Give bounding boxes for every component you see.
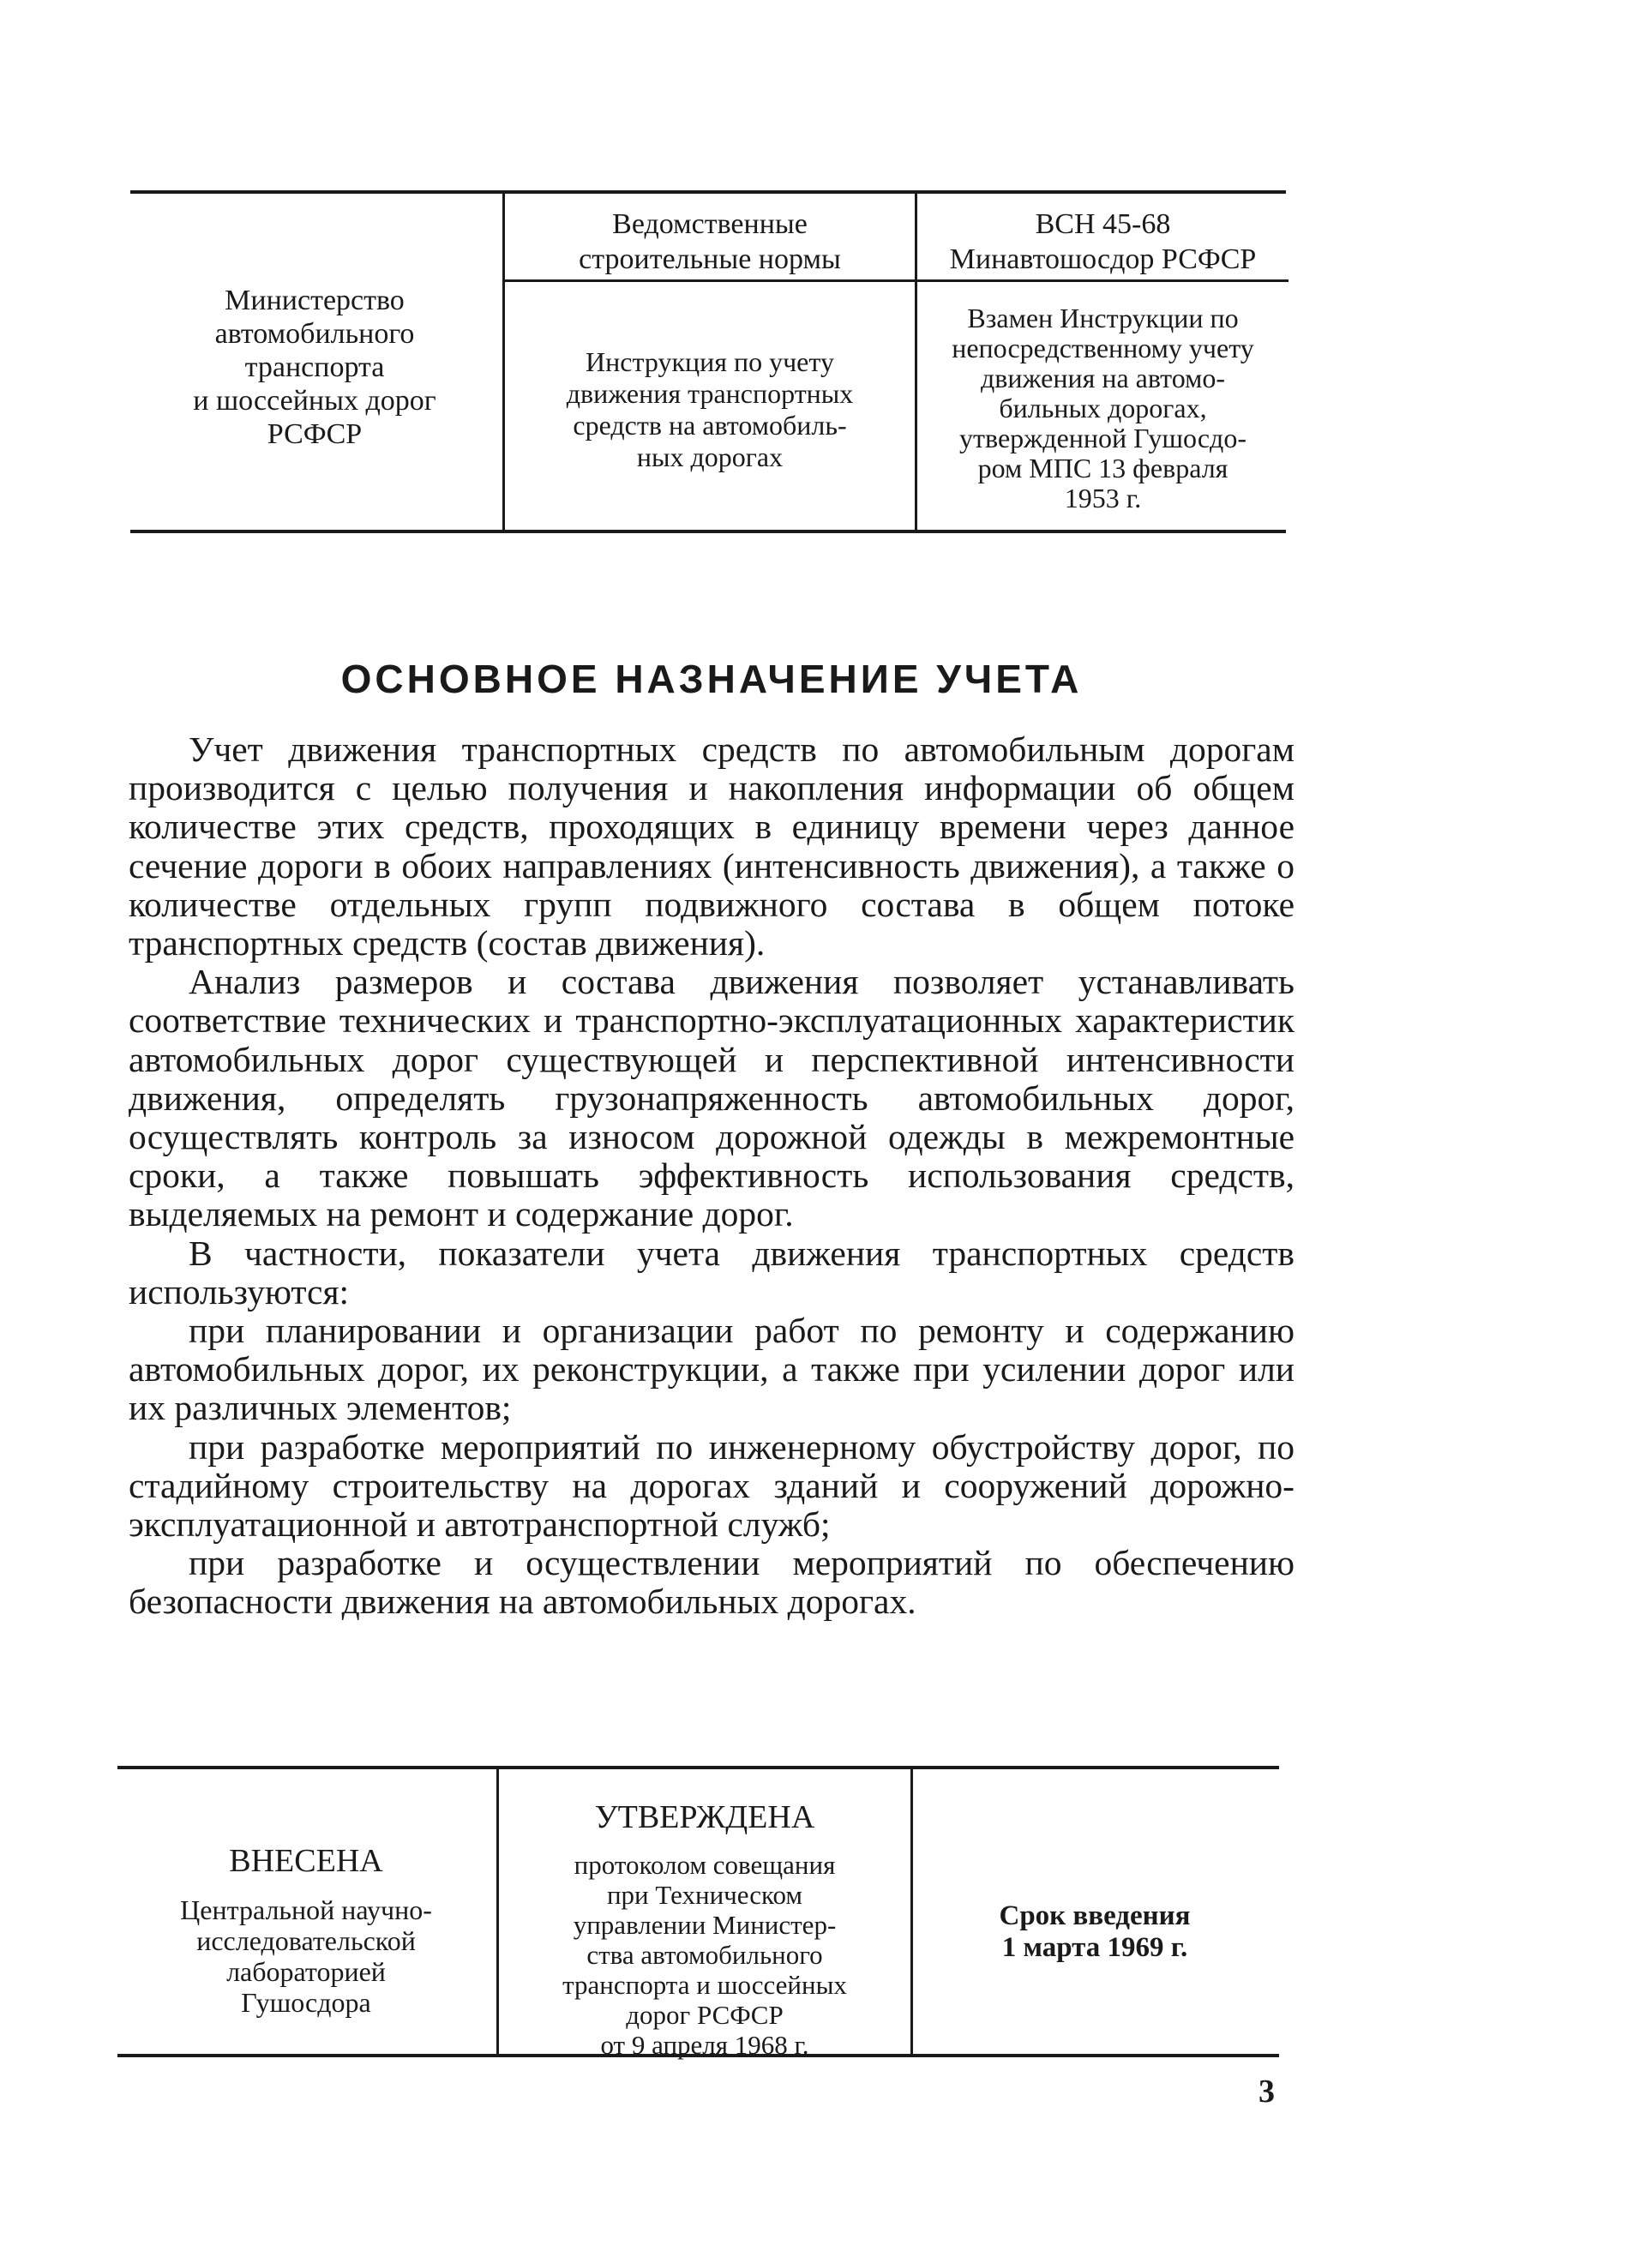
replaces-note: Взамен Инструкции по непосредственному учету движения на автомо- бильных дорогах, утвержденной Гушосдо- ром МПС 13 февраля 1953 г. <box>952 303 1254 513</box>
ministry-name: Министерство автомобильного транспорта и шоссейных дорог РСФСР <box>193 285 436 450</box>
page-number: 3 <box>1259 2074 1275 2110</box>
section-title: ОСНОВНОЕ НАЗНАЧЕНИЕ УЧЕТА <box>340 657 1083 701</box>
footer-table <box>117 1766 1279 2060</box>
header-table <box>130 190 1286 533</box>
submitted-heading: ВНЕСЕНА <box>229 1843 383 1879</box>
effective-date-cell <box>910 1769 1279 2054</box>
approved-heading: УТВЕРЖДЕНА <box>594 1799 815 1835</box>
instruction-title: Инструкция по учету движения транспортных средств на автомобиль- ных дорогах <box>566 346 854 472</box>
paragraph: при планировании и организации работ по ремонту и содержанию автомобильных дорог, их реконструкции, а также при усилении дорог или их различных элементов; <box>129 1311 1295 1428</box>
paragraph: при разработке и осуществлении мероприятий по обеспечению безопасности движения на автомобильных дорогах. <box>129 1543 1295 1622</box>
body-text <box>129 730 1295 1622</box>
paragraph: Анализ размеров и состава движения позволяет устанавливать соответствие технических и транспортно-эксплуатационных характеристик автомобильных дорог существующей и перспективной интенсивности движения, определять грузонапряженность автомобильных дорог, осуществлять контроль за износом дорожной одежды в межремонтные сроки, а также повышать эффективность использования средств, выделяемых на ремонт и содержание дорог. <box>129 962 1295 1234</box>
paragraph: В частности, показатели учета движения транспортных средств используются: <box>129 1233 1295 1312</box>
header-middle-column <box>502 194 915 530</box>
header-right-column <box>915 194 1289 530</box>
norms-type: Ведомственные строительные нормы <box>505 194 915 282</box>
header-ministry-cell <box>130 194 499 530</box>
effective-date: Срок введения 1 марта 1969 г. <box>999 1900 1191 1963</box>
paragraph: при разработке мероприятий по инженерному обустройству дорог, по стадийному строительству на дорогах зданий и сооружений дорожно-эксплуатационной и автотранспортной служб; <box>129 1426 1295 1545</box>
approved-text: протоколом совещания при Техническом управлении Министер- ства автомобильного транспорта и шоссейных дорог РСФСР от 9 апреля 1968 г. <box>562 1850 847 2060</box>
approved-cell <box>496 1769 913 2060</box>
document-code: ВСН 45-68 Минавтошосдор РСФСР <box>917 194 1289 282</box>
paragraph: Учет движения транспортных средств по автомобильным дорогам производится с целью получения и накопления информации об общем количестве этих средств, проходящих в единицу времени через данное сечение дороги в обоих направлениях (интенсивность движения), а также о количестве отдельных групп подвижного состава в общем потоке транспортных средств (состав движения). <box>129 729 1295 963</box>
submitted-cell <box>117 1769 495 2054</box>
submitted-text: Центральной научно- исследовательской лабораторией Гушосдора <box>180 1894 432 2018</box>
